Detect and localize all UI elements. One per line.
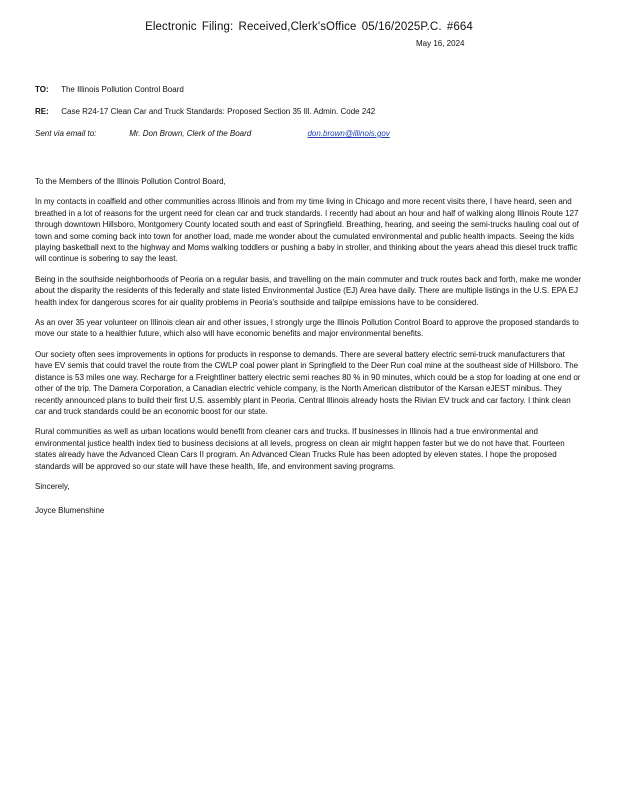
re-line (35, 106, 375, 117)
letter-body (35, 176, 583, 517)
salutation: To the Members of the Illinois Pollution Control Board, (35, 177, 226, 186)
email-link[interactable]: don.brown@illinois.gov (307, 129, 390, 138)
filing-stamp: Electronic Filing: Received,Clerk'sOffice 05/16/2025P.C. #664 (145, 21, 473, 33)
re-value: Case R24-17 Clean Car and Truck Standards: Proposed Section 35 Ill. Admin. Code 242 (61, 107, 376, 116)
paragraph-5: Rural communities as well as urban locations would benefit from cleaner cars and trucks. If businesses in Illinois had a true environmental and environmental justice health index tied to business decisions at all levels, progress on clean air might happen faster but we do not have that. Fourteen states already have the Advanced Clean Cars II program. An Advanced Clean Trucks Rule has been adopted by eleven states. I hope the proposed standards will be approved so our state will have these health, life, and environment saving programs. (35, 427, 565, 471)
to-value: The Illinois Pollution Control Board (61, 85, 184, 94)
signature: Joyce Blumenshine (35, 506, 105, 516)
paragraph-4: Our society often sees improvements in options for products in response to demands. There are several battery electric semi-truck manufacturers that have EV semis that could travel the route from the CWLP coal power plant in Springfield to the Deer Run coal mine at the southeast side of Hillsboro. The distance is 53 miles one way. Recharge for a Freightliner battery electric semi reaches 80 % in 90 minutes, which could be a stop for loading at one end or other of the trip. The Damera Corporation, a Canadian electric vehicle company, is the North American distributor of the Karsan eJEST minibus. They recently announced plans to build their first U.S. assembly plant in Peoria. Central Illinois already hosts the Rivian EV truck and car factory. I think clean car and truck standards could be an economic boost for our state. (35, 349, 581, 416)
sent-label: Sent via email to: (35, 129, 97, 138)
sent-name: Mr. Don Brown, Clerk of the Board (129, 129, 252, 138)
re-label: RE: (35, 107, 49, 116)
paragraph-2: Being in the southside neighborhoods of Peoria on a regular basis, and travelling on the main commuter and truck routes back and forth, make me wonder about the disparity the residents of this federally and state listed Environmental Justice (EJ) Area have daily. There are multiple listings in the U.S. EPA EJ health index for dangerous scores for air quality problems in Peoria's southside and tailpipe emissions have to be considered. (35, 274, 582, 307)
to-label: TO: (35, 85, 49, 94)
letter-date: May 16, 2024 (416, 39, 465, 48)
closing: Sincerely, (35, 481, 70, 491)
sent-line (35, 128, 390, 139)
paragraph-1: In my contacts in coalfield and other communities across Illinois and from my time living in Chicago and more recent visits there, I have heard, seen and breathed in a lot of reasons for the urgent need for clean car and truck standards. I recently had about an hour and half of walking along Illinois Route 127 through downtown Hillsboro, Montgomery County located south and east of Springfield. Breathing, hearing, and seeing the semi-trucks hauling coal out of town and some coming back into town for another load, made me wonder about the cumulated environmental and public health impacts. Seeing the kids playing basketball next to the highway and Moms walking toddlers or pushing a baby in stroller, and thinking about the years ahead this diesel truck traffic will continue is sobering to say the least. (35, 197, 579, 264)
paragraph-3: As an over 35 year volunteer on Illinois clean air and other issues, I strongly urge the Illinois Pollution Control Board to approve the proposed standards to move our state to a healthier future, which also will have economic benefits and major environmental benefits. (35, 318, 579, 339)
to-line (35, 84, 184, 95)
